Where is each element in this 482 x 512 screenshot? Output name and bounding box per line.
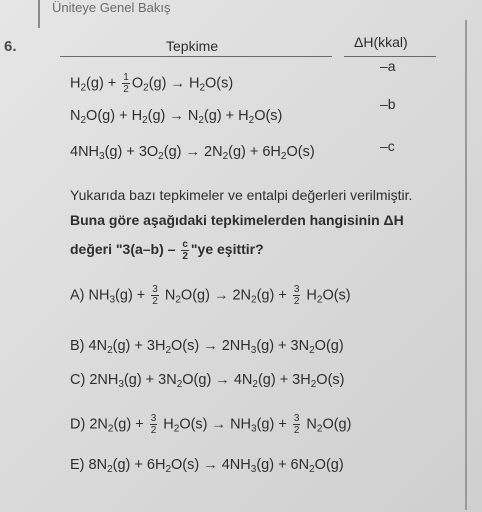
- enthalpy-2: –b: [380, 96, 396, 112]
- option-label: D): [70, 416, 86, 433]
- fraction-half: $\frac{1}{2}$: [123, 72, 129, 95]
- option-label: E): [70, 457, 85, 473]
- reaction-3: $4NH_3(g) + 3O_2(g) \to 2N_2(g) + 6H_2O(s)$: [70, 144, 315, 162]
- option-b[interactable]: B) $4N_2(g) + 3H_2O(s) \to 2NH_3(g) + 3N_2O(g)$: [70, 338, 344, 356]
- page-header: Üniteye Genel Bakış: [52, 0, 171, 15]
- table-rule-enthalpy: [344, 56, 436, 57]
- question-number: 6.: [4, 38, 17, 55]
- option-label: B): [70, 338, 85, 354]
- option-a[interactable]: A) $NH_3(g)$ + $\frac{3}{2}$ $N_2O(g) \to 2N_2(g)$ + $\frac{3}{2}$ $H_2O(s)$: [70, 284, 351, 307]
- column-header-reaction: Tepkime: [166, 38, 219, 54]
- reaction-2: $N_2O(g) + H_2(g) \to N_2(g) + H_2O(s)$: [70, 108, 283, 126]
- question-target: değeri "3(a–b) – $\frac{c}{2}$ "ye eşittir?: [70, 239, 264, 262]
- option-label: C): [70, 372, 86, 388]
- fraction-c-over-2: $\frac{c}{2}$: [182, 239, 188, 262]
- option-c[interactable]: C) $2NH_3(g) + 3N_2O(g) \to 4N_2(g) + 3H_2O(s)$: [70, 372, 345, 390]
- table-rule-reaction: [60, 56, 332, 57]
- margin-line: [465, 20, 467, 510]
- option-d[interactable]: D) $2N_2(g)$ + $\frac{3}{2}$ $H_2O(s) \to NH_3(g)$ + $\frac{3}{2}$ $N_2O(g)$: [70, 413, 352, 436]
- enthalpy-3: –c: [380, 138, 395, 154]
- reaction-1: $H_2(g)$ + $\frac{1}{2}$ $O_2(g) \to H_2O(s)$: [70, 72, 234, 95]
- enthalpy-1: –a: [380, 58, 396, 74]
- option-e[interactable]: E) $8N_2(g) + 6H_2O(s) \to 4NH_3(g) + 6N_2O(g)$: [70, 457, 344, 475]
- question-intro: Yukarıda bazı tepkimeler ve entalpi değerleri verilmiştir.: [70, 187, 413, 203]
- column-header-enthalpy: ΔH(kkal): [354, 34, 408, 50]
- question-prompt: Buna göre aşağıdaki tepkimelerden hangisinin ΔH: [70, 212, 404, 228]
- option-label: A): [70, 287, 85, 304]
- header-divider: [38, 0, 40, 28]
